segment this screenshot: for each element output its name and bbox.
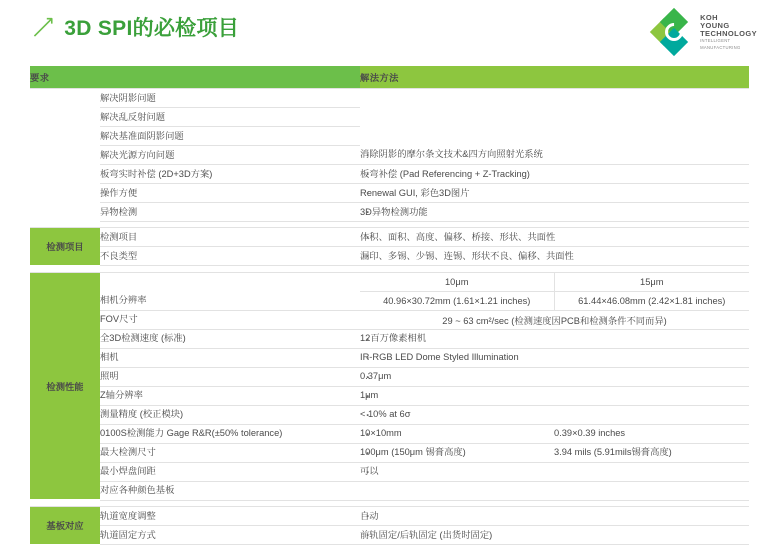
spec-value-10um: 40.96×30.72mm (1.61×1.21 inches) xyxy=(360,291,554,310)
spec-value-empty xyxy=(360,481,749,500)
logo-tagline-1: INTELLIGENT xyxy=(700,38,731,44)
spec-label: Z轴分辨率 xyxy=(100,386,360,405)
requirement-item: 解决基准面阴影问题 xyxy=(100,127,360,146)
table-row xyxy=(30,291,749,310)
table-row xyxy=(30,203,749,222)
table-header-row xyxy=(30,66,749,89)
table-row xyxy=(30,247,749,266)
solution-cell xyxy=(360,89,749,146)
spec-value: · 自动 xyxy=(360,507,749,526)
spec-label: 对应各种颜色基板 xyxy=(100,481,360,500)
table-row xyxy=(30,481,749,500)
logo-line-2: YOUNG xyxy=(700,20,730,30)
column-head-10um: 10μm xyxy=(360,272,554,291)
table-row xyxy=(30,89,749,108)
spec-label: 轨道固定方式 xyxy=(100,526,360,545)
table-row xyxy=(30,507,749,526)
koh-young-technology-logo xyxy=(654,12,757,52)
category-board-support: 基板对应 xyxy=(30,507,100,545)
spec-value: · < 10% at 6σ xyxy=(360,405,749,424)
spec-label: 全3D检测速度 (标准) xyxy=(100,329,360,348)
spec-label: 相机 xyxy=(100,348,360,367)
table-row xyxy=(30,367,749,386)
spec-value: · 12百万像素相机 xyxy=(360,329,749,348)
requirement-item: 不良类型 xyxy=(100,247,360,266)
spec-value-10um: · 10×10mm xyxy=(360,424,554,443)
table-row xyxy=(30,146,749,165)
spec-value-15um: 61.44×46.08mm (2.42×1.81 inches) xyxy=(554,291,749,310)
spec-value: · 前轨固定/后轨固定 (出货时固定) xyxy=(360,526,749,545)
table-row xyxy=(30,165,749,184)
spec-value: · IR-RGB LED Dome Styled Illumination xyxy=(360,348,749,367)
logo-wordmark xyxy=(700,14,757,50)
table-row xyxy=(30,526,749,545)
spec-label-blank xyxy=(100,272,360,291)
solution-item: · 3D异物检测功能 xyxy=(360,203,749,222)
spec-value-speed: 29 ~ 63 cm²/sec (检测速度因PCB和检测条件不同而异) xyxy=(360,310,749,329)
table-row xyxy=(30,329,749,348)
spec-label: 最大检测尺寸 xyxy=(100,443,360,462)
spec-value-10um: · 100μm (150μm 锡膏高度) xyxy=(360,443,554,462)
spec-label: 测量精度 (校正模块) xyxy=(100,405,360,424)
category-inspection-item: 检测项目 xyxy=(30,228,100,266)
logo-mark-icon xyxy=(654,12,694,52)
category-blank xyxy=(30,89,100,222)
spec-label: 相机分辨率 xyxy=(100,291,360,310)
logo-line-1: KOH xyxy=(700,12,718,22)
table-row xyxy=(30,228,749,247)
requirement-item: 异物检测 xyxy=(100,203,360,222)
requirement-item: 操作方便 xyxy=(100,184,360,203)
table-row xyxy=(30,462,749,481)
column-head-15um: 15μm xyxy=(554,272,749,291)
solution-item: · 漏印、多锡、少锡、连锡、形状不良、偏移、共面性 xyxy=(360,247,749,266)
solution-item: · 消除阴影的摩尔条文技术&四方向照射光系统 xyxy=(360,146,749,165)
table-row xyxy=(30,348,749,367)
table-row xyxy=(30,443,749,462)
solution-item: · 体积、面积、高度、偏移、桥接、形状、共面性 xyxy=(360,228,749,247)
table-row xyxy=(30,310,749,329)
requirement-item: 板弯实时补偿 (2D+3D方案) xyxy=(100,165,360,184)
spec-value: · 0.37μm xyxy=(360,367,749,386)
requirement-item: 检测项目 xyxy=(100,228,360,247)
page-title-row xyxy=(26,9,240,45)
spec-value: · 可以 xyxy=(360,462,749,481)
page-title: 3D SPI的必检项目 xyxy=(64,17,240,40)
category-inspection-performance: 检测性能 xyxy=(30,272,100,500)
logo-line-3: TECHNOLOGY xyxy=(700,28,757,38)
requirement-item: 解决阴影问题 xyxy=(100,89,360,108)
spec-table xyxy=(30,66,749,546)
header-requirements: 要求 xyxy=(30,66,360,89)
table-row xyxy=(30,424,749,443)
header-solutions: 解法方法 xyxy=(360,66,749,89)
solution-item: · Renewal GUI, 彩色3D图片 xyxy=(360,184,749,203)
requirement-item: 解决光源方向问题 xyxy=(100,146,360,165)
table-row xyxy=(30,405,749,424)
requirement-item: 解决乱反射问题 xyxy=(100,108,360,127)
spec-value: · 1μm xyxy=(360,386,749,405)
solution-item: · 板弯补偿 (Pad Referencing + Z-Tracking) xyxy=(360,165,749,184)
table-row xyxy=(30,184,749,203)
spec-value-15um: 3.94 mils (5.91mils锡膏高度) xyxy=(554,443,749,462)
spec-label: 轨道宽度调整 xyxy=(100,507,360,526)
spec-label: FOV尺寸 xyxy=(100,310,360,329)
arrow-up-right-icon: ⟶ xyxy=(26,9,61,45)
table-row xyxy=(30,272,749,291)
logo-tagline-2: MANUFACTURING xyxy=(700,44,741,50)
spec-value-15um: 0.39×0.39 inches xyxy=(554,424,749,443)
spec-label: 照明 xyxy=(100,367,360,386)
spec-label: 最小焊盘间距 xyxy=(100,462,360,481)
spec-label: 0100S检测能力 Gage R&R(±50% tolerance) xyxy=(100,424,360,443)
table-row xyxy=(30,386,749,405)
